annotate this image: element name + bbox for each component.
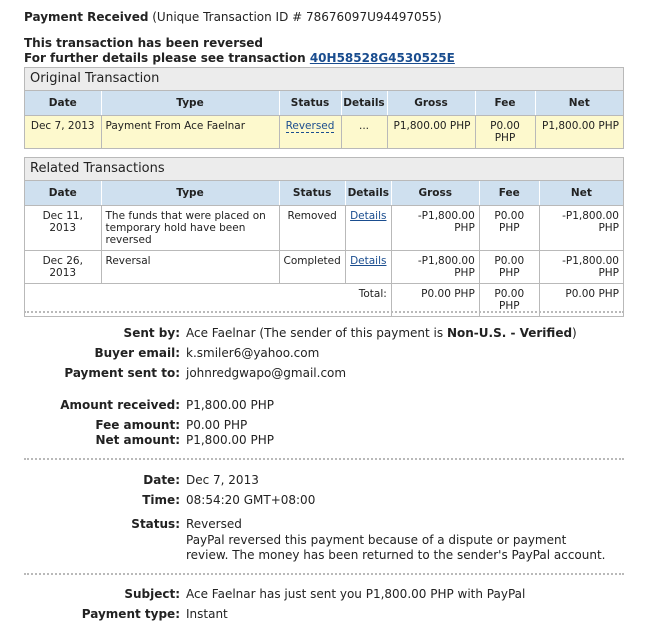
payment-type-label: Payment type: (81, 607, 180, 621)
col-header-details: Details (341, 91, 387, 116)
fee-amount-label: Fee amount: (95, 418, 180, 432)
col-header-status: Status (279, 181, 345, 206)
table-header-row (25, 91, 623, 116)
details-link[interactable]: Details (350, 210, 387, 222)
related-transaction-link[interactable]: 40H58528G4530525E (309, 51, 455, 65)
sender-verification: Non-U.S. - Verified (446, 326, 573, 340)
payment-sent-to: johnredgwapo@gmail.com (186, 366, 347, 380)
buyer-email: k.smiler6@yahoo.com (186, 346, 320, 360)
payment-type-row (0, 607, 658, 624)
cell-type: Payment From Ace Faelnar (101, 116, 279, 149)
col-header-date: Date (25, 181, 101, 206)
cell-net: P1,800.00 PHP (535, 116, 623, 149)
cell-fee: P0.00 PHP (475, 116, 535, 149)
original-transaction-panel (24, 67, 624, 149)
status-value: Reversed (186, 517, 242, 531)
status-detail: PayPal reversed this payment because of a dispute or payment review. The money has been returned to the sender's PayPal account. (186, 533, 606, 562)
col-header-details: Details (345, 181, 391, 206)
col-header-gross: Gross (387, 91, 475, 116)
related-transactions-table (25, 181, 623, 316)
cell-details: ... (341, 116, 387, 149)
payment-sent-to-label: Payment sent to: (64, 366, 180, 380)
cell-gross: -P1,800.00 PHP (391, 206, 479, 251)
subject-value: Ace Faelnar has just sent you P1,800.00 PHP with PayPal (186, 587, 526, 601)
col-header-status: Status (279, 91, 341, 116)
time-label: Time: (142, 493, 180, 507)
date-label: Date: (143, 473, 180, 487)
status-row (0, 517, 658, 534)
original-transaction-table (25, 91, 623, 148)
cell-fee: P0.00 PHP (479, 206, 539, 251)
date-value: Dec 7, 2013 (186, 473, 259, 487)
buyer-email-row (0, 346, 658, 363)
col-header-net: Net (539, 181, 623, 206)
cell-status: Completed (279, 251, 345, 284)
cell-date: Dec 11, 2013 (25, 206, 101, 251)
cell-fee: P0.00 PHP (479, 251, 539, 284)
payment-sent-to-row (0, 366, 658, 383)
cell-net: -P1,800.00 PHP (539, 251, 623, 284)
net-amount-row (0, 433, 658, 450)
original-transaction-title: Original Transaction (25, 68, 623, 91)
col-header-type: Type (101, 91, 279, 116)
related-transactions-title: Related Transactions (25, 158, 623, 181)
reversal-notice-line1: This transaction has been reversed (24, 36, 263, 50)
cell-date: Dec 7, 2013 (25, 116, 101, 149)
fee-amount: P0.00 PHP (186, 418, 248, 432)
reversal-notice (24, 36, 455, 66)
cell-gross: P1,800.00 PHP (387, 116, 475, 149)
col-header-gross: Gross (391, 181, 479, 206)
buyer-email-label: Buyer email: (94, 346, 180, 360)
cell-type: The funds that were placed on temporary hold have been reversed (101, 206, 279, 251)
total-fee: P0.00 PHP (479, 284, 539, 317)
divider (24, 573, 624, 575)
cell-gross: -P1,800.00 PHP (391, 251, 479, 284)
date-row (0, 473, 658, 490)
time-row (0, 493, 658, 510)
col-header-date: Date (25, 91, 101, 116)
total-gross: P0.00 PHP (391, 284, 479, 317)
sender-note: (The sender of this payment is (259, 326, 444, 340)
page-header (24, 10, 442, 24)
net-amount: P1,800.00 PHP (186, 433, 274, 447)
sent-by-row (0, 326, 658, 343)
related-transactions-panel (24, 157, 624, 317)
details-link[interactable]: Details (350, 255, 387, 267)
subject-row (0, 587, 658, 604)
col-header-fee: Fee (475, 91, 535, 116)
sender-note-end: ) (572, 326, 577, 340)
transaction-id: (Unique Transaction ID # 78676097U94497055) (152, 10, 442, 24)
table-header-row (25, 181, 623, 206)
sender-name: Ace Faelnar (186, 326, 256, 340)
status-reversed-link[interactable]: Reversed (285, 120, 335, 132)
status-label: Status: (131, 517, 180, 531)
cell-date: Dec 26, 2013 (25, 251, 101, 284)
net-amount-label: Net amount: (95, 433, 180, 447)
table-row (25, 206, 623, 251)
divider (24, 311, 624, 313)
reversal-notice-line2: For further details please see transaction (24, 51, 306, 65)
amount-received-label: Amount received: (60, 398, 180, 412)
col-header-type: Type (101, 181, 279, 206)
amount-received-row (0, 398, 658, 415)
page-title: Payment Received (24, 10, 149, 24)
cell-type: Reversal (101, 251, 279, 284)
table-row (25, 116, 623, 149)
time-value: 08:54:20 GMT+08:00 (186, 493, 316, 507)
subject-label: Subject: (124, 587, 180, 601)
total-net: P0.00 PHP (565, 288, 619, 300)
cell-status: Removed (279, 206, 345, 251)
sent-by-label: Sent by: (123, 326, 180, 340)
table-row (25, 251, 623, 284)
col-header-fee: Fee (479, 181, 539, 206)
divider (24, 458, 624, 460)
col-header-net: Net (535, 91, 623, 116)
amount-received: P1,800.00 PHP (186, 398, 274, 412)
cell-net: -P1,800.00 PHP (539, 206, 623, 251)
payment-type-value: Instant (186, 607, 228, 621)
total-label: Total: (25, 284, 391, 317)
